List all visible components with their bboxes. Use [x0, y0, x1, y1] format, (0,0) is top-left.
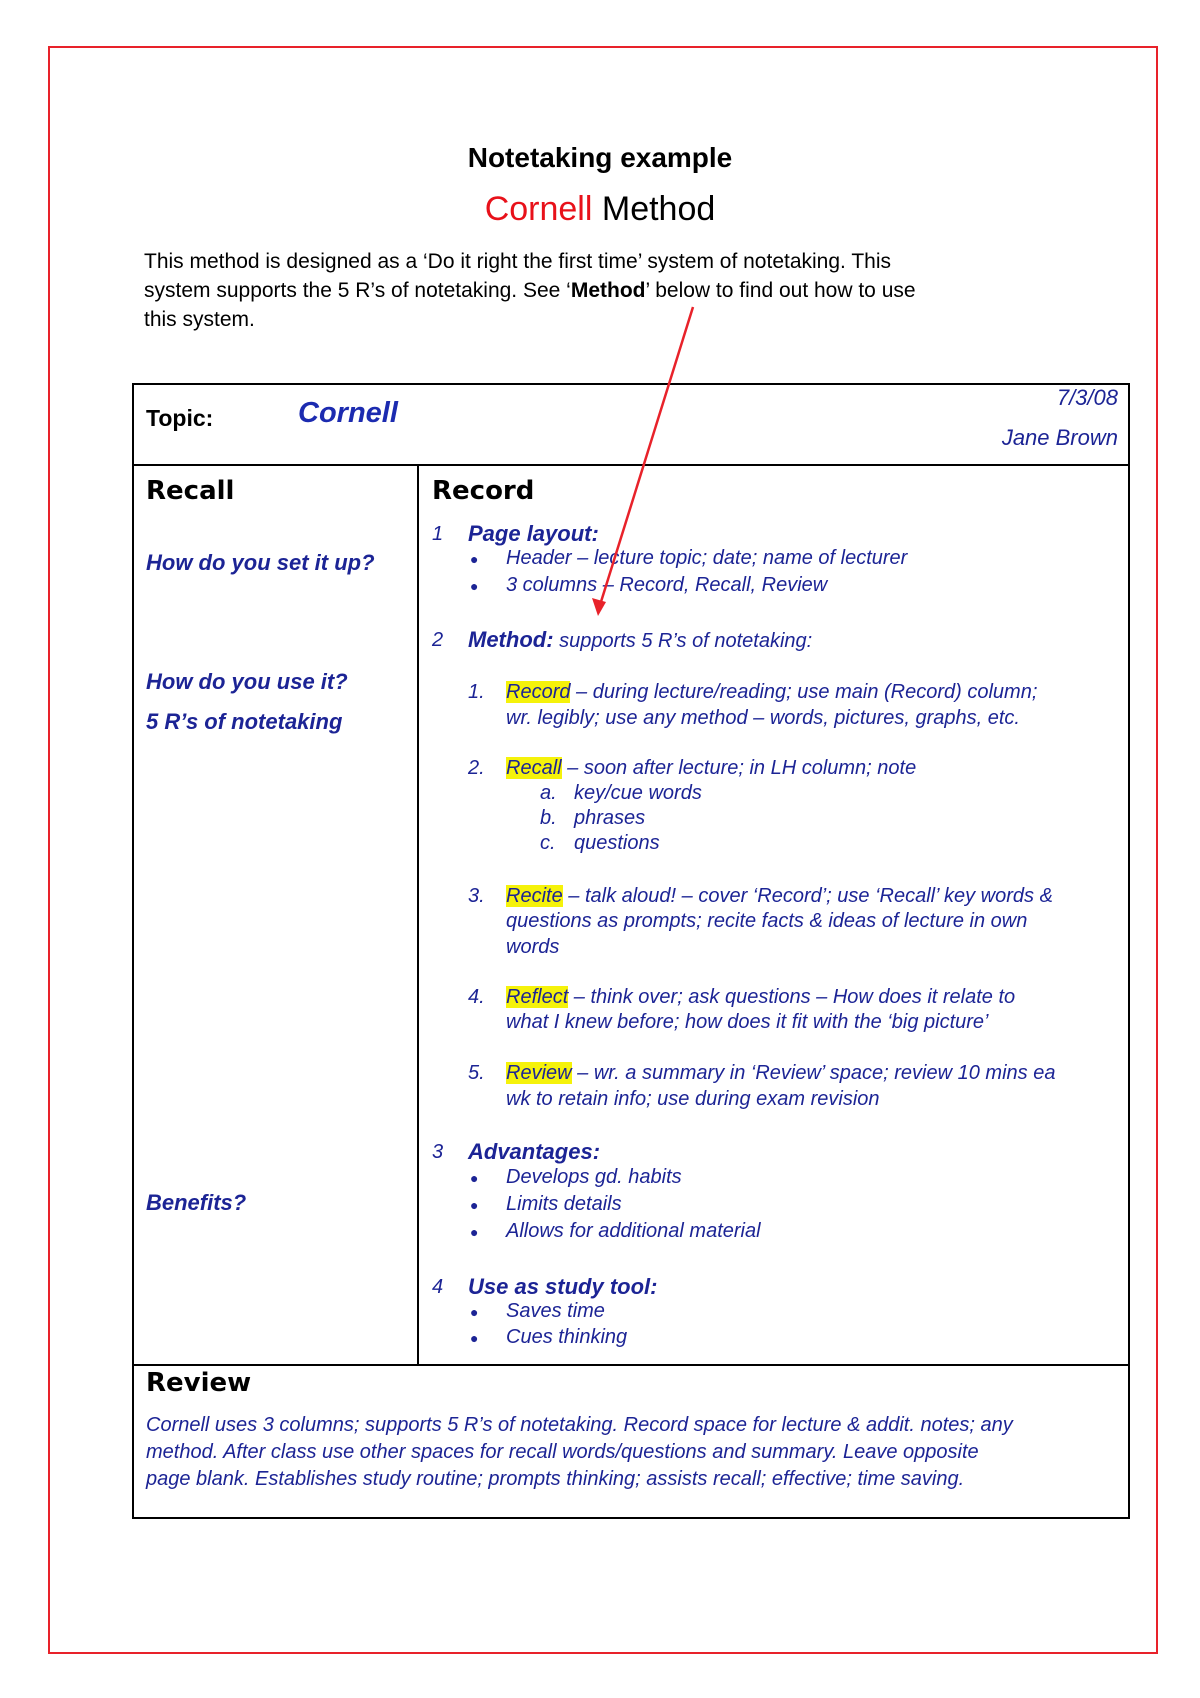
section-title: Use as study tool: [468, 1274, 658, 1299]
highlight-term: Recall [506, 757, 562, 779]
intro-line-3: this system. [144, 308, 255, 331]
bullet-text: Limits details [506, 1193, 622, 1215]
review-heading: Review [146, 1368, 252, 1398]
bullet-text: Saves time [506, 1300, 605, 1322]
date: 7/3/08 [1056, 385, 1118, 410]
list-number: 5. [468, 1062, 485, 1084]
list-item-continued: questions as prompts; recite facts & ideas of lecture in own [506, 910, 1028, 932]
lecturer-name: Jane Brown [1001, 425, 1118, 450]
bullet-text: Develops gd. habits [506, 1166, 682, 1188]
list-number: 3. [468, 885, 485, 907]
section-title: Advantages: [468, 1139, 601, 1164]
list-item-continued: what I knew before; how does it fit with the ‘big picture’ [506, 1011, 989, 1033]
recall-question-setup: How do you set it up? [146, 550, 375, 575]
page-title: Notetaking example [467, 142, 733, 173]
sublist-item: phrases [574, 807, 646, 829]
section-number: 2 [432, 629, 444, 651]
highlight-term: Recite [506, 885, 563, 907]
bullet: ● [470, 551, 479, 567]
intro-line-2-end: ’ below to find out how to use [645, 279, 916, 302]
review-line: page blank. Establishes study routine; prompts thinking; assists recall; effective; time saving. [146, 1468, 965, 1490]
bullet: ● [470, 1197, 479, 1213]
sublist-letter: b. [540, 807, 557, 829]
subtitle-rest: Method [592, 190, 716, 228]
record-heading: Record [432, 476, 535, 506]
review-line: Cornell uses 3 columns; supports 5 R’s of notetaking. Record space for lecture & addit. notes; any [146, 1414, 1013, 1436]
list-item-continued: words [506, 936, 560, 958]
list-item-text: – wr. a summary in ‘Review’ space; review 10 mins ea [571, 1062, 1056, 1084]
section-number: 4 [432, 1276, 444, 1298]
recall-heading: Recall [146, 476, 235, 506]
intro-method-ref: Method [570, 279, 646, 302]
list-item-continued: wk to retain info; use during exam revision [506, 1088, 880, 1110]
list-item-text: – talk aloud! – cover ‘Record’; use ‘Recall’ key words & [562, 885, 1053, 907]
subtitle-highlight: Cornell [484, 190, 593, 228]
section-title-tail: supports 5 R’s of notetaking: [553, 630, 813, 652]
section-title: Page layout: [468, 521, 599, 546]
bullet-text: Allows for additional material [506, 1220, 761, 1242]
list-item-text: – during lecture/reading; use main (Record) column; [570, 681, 1038, 703]
sublist-letter: a. [540, 782, 557, 804]
list-number: 2. [468, 757, 485, 779]
list-item-continued: wr. legibly; use any method – words, pictures, graphs, etc. [506, 707, 1020, 729]
section-title-text: Method: [468, 627, 554, 652]
list-number: 4. [468, 986, 485, 1008]
bullet-text: Cues thinking [506, 1326, 628, 1348]
bullet-text: Header – lecture topic; date; name of lecturer [506, 547, 908, 569]
list-item-text: – think over; ask questions – How does it relate to [568, 986, 1016, 1008]
recall-question-benefits: Benefits? [146, 1190, 247, 1215]
arrow-head [592, 598, 606, 616]
arrow-shaft [600, 307, 693, 605]
bullet: ● [470, 1304, 479, 1320]
section-number: 3 [432, 1141, 444, 1163]
topic-label: Topic: [146, 405, 214, 431]
recall-question-5rs: 5 R’s of notetaking [146, 709, 343, 734]
bullet: ● [470, 1330, 479, 1346]
sublist-item: questions [574, 832, 660, 854]
bullet-text: 3 columns – Record, Recall, Review [506, 574, 828, 596]
recall-question-use: How do you use it? [146, 669, 348, 694]
sublist-letter: c. [540, 832, 556, 854]
bullet: ● [470, 1170, 479, 1186]
intro-line-2-start: system supports the 5 R’s of notetaking. See ‘ [144, 279, 571, 302]
bullet: ● [470, 1224, 479, 1240]
bullet: ● [470, 578, 479, 594]
highlight-term: Review [506, 1062, 572, 1084]
highlight-term: Reflect [506, 986, 569, 1008]
section-number: 1 [432, 523, 444, 545]
sublist-item: key/cue words [574, 782, 702, 804]
review-line: method. After class use other spaces for recall words/questions and summary. Leave opposite [146, 1441, 979, 1463]
intro-line-1: This method is designed as a ‘Do it right the first time’ system of notetaking. This [144, 250, 891, 273]
topic-value: Cornell [298, 397, 398, 429]
highlight-term: Record [506, 681, 571, 703]
list-number: 1. [468, 681, 485, 703]
list-item-text: – soon after lecture; in LH column; note [561, 757, 917, 779]
